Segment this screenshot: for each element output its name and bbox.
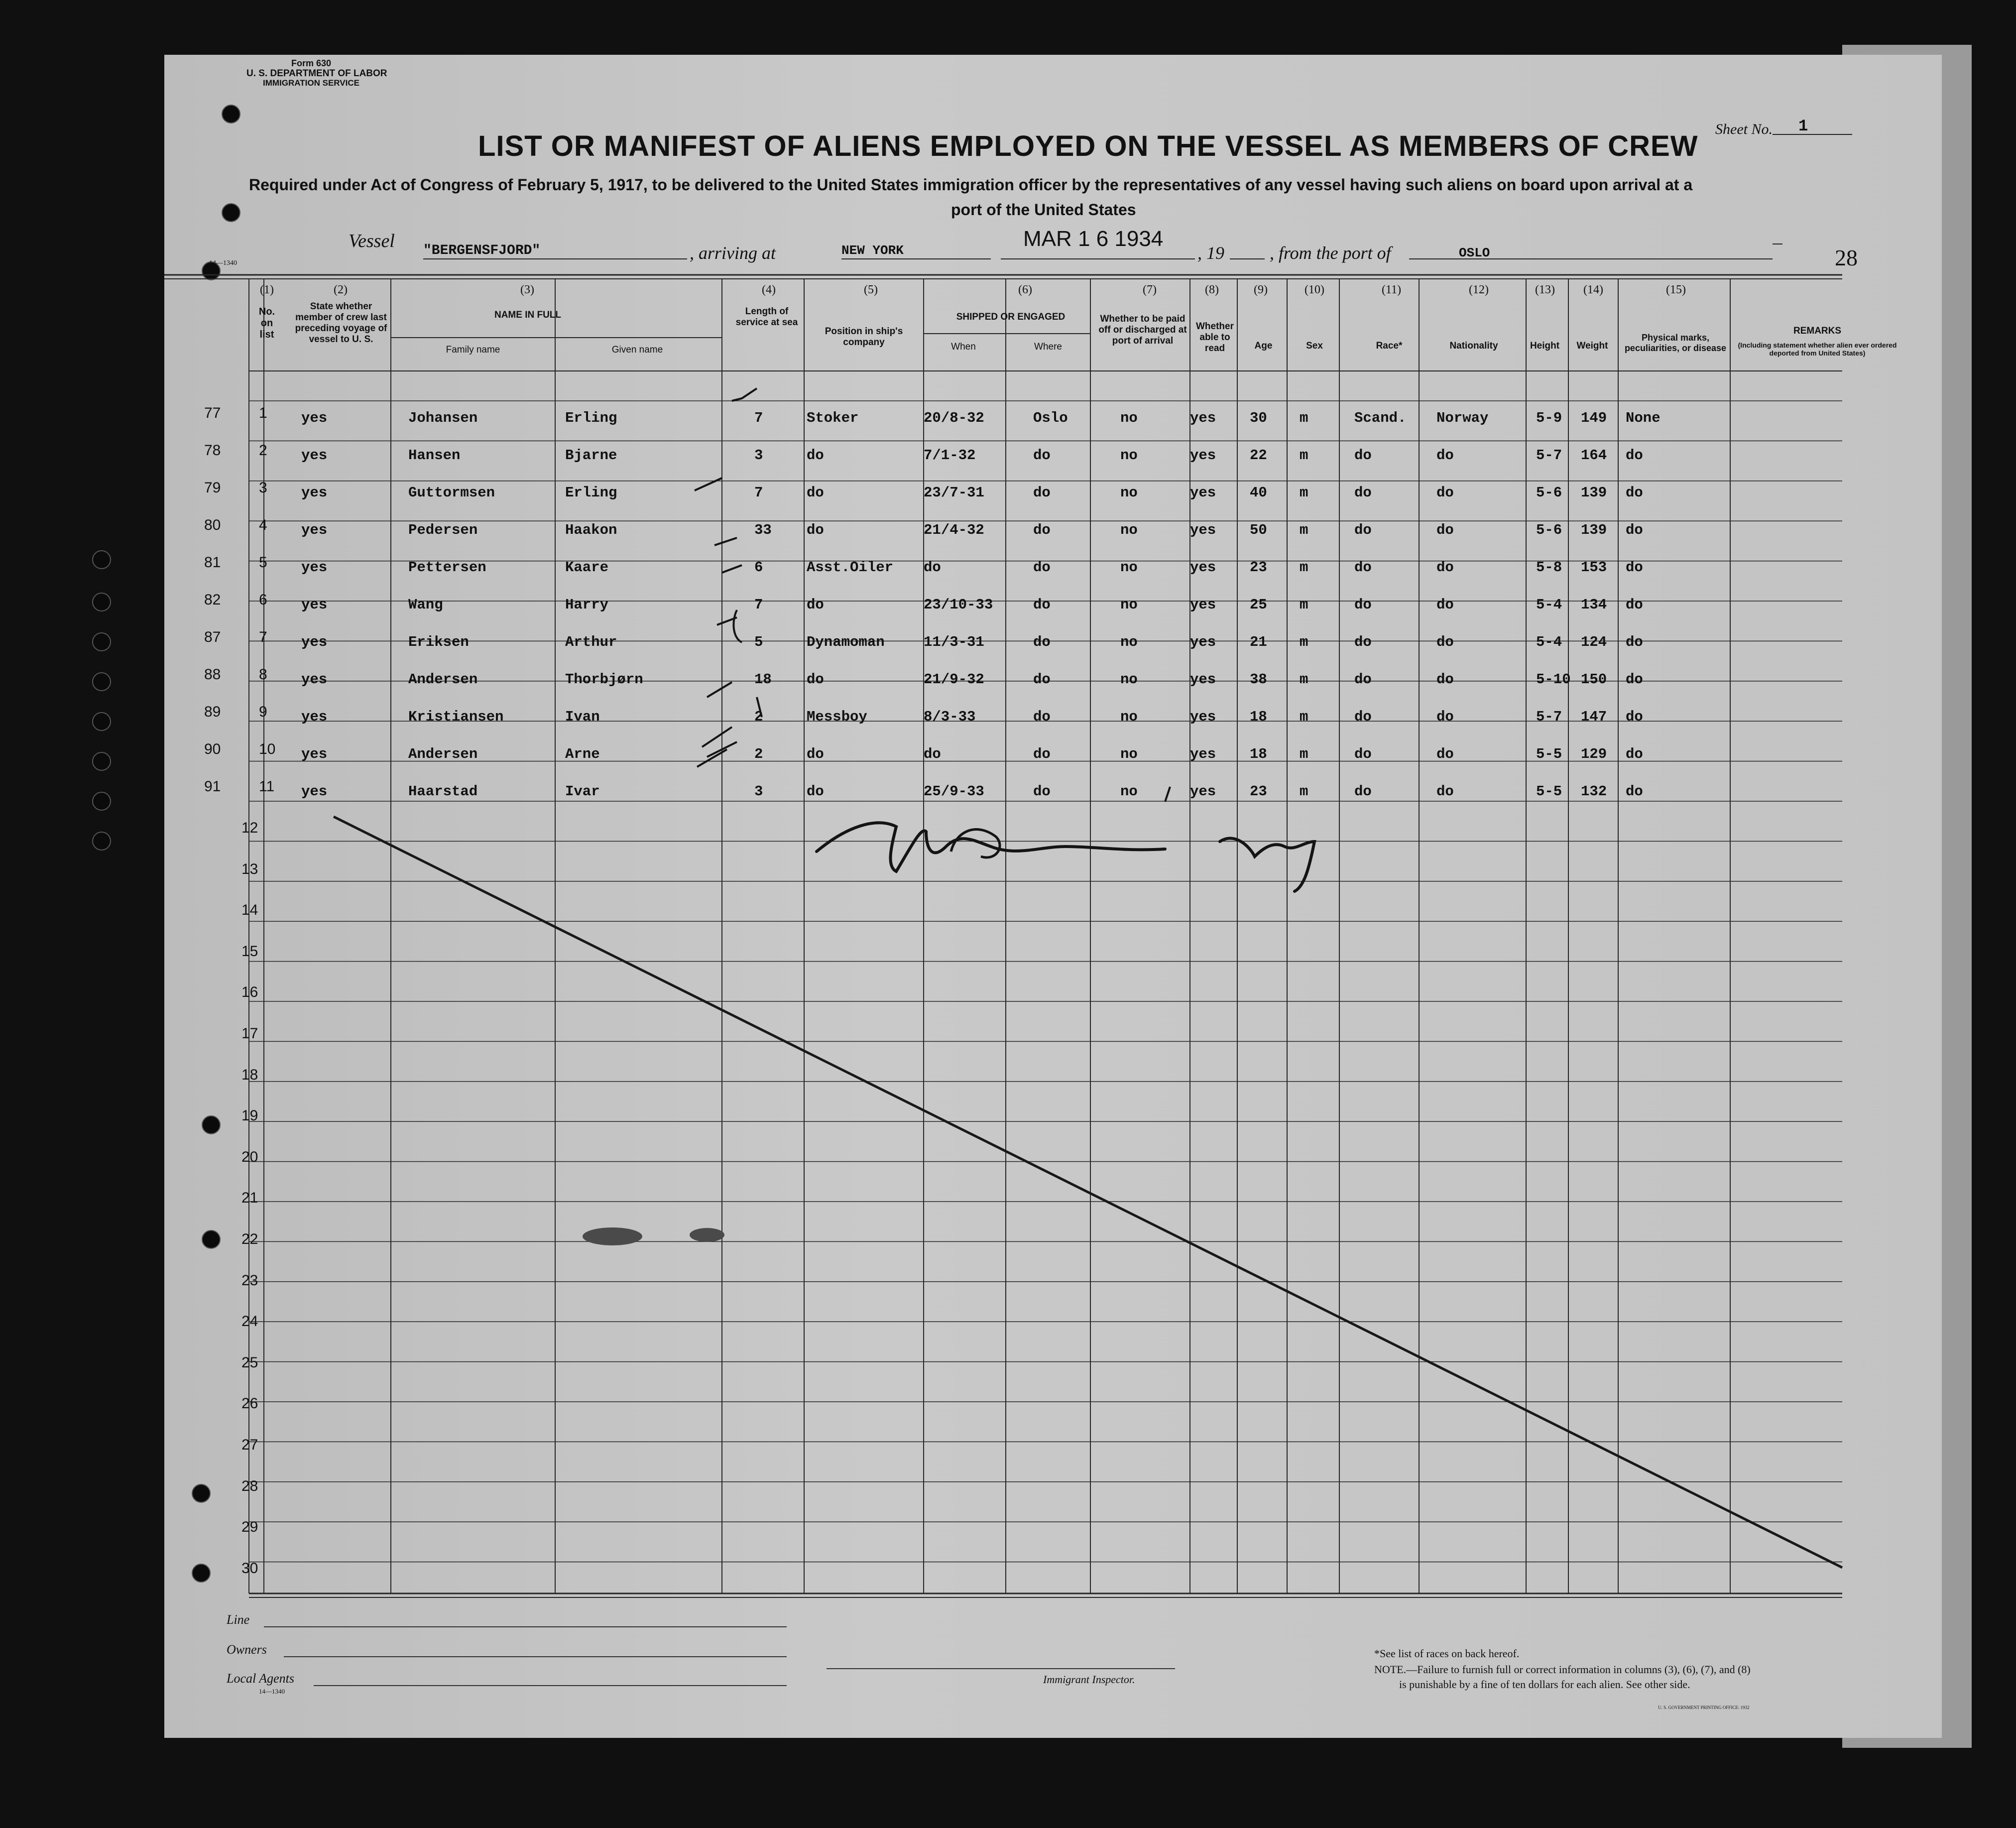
cell-read: yes: [1190, 485, 1216, 501]
cell-paid_off: no: [1120, 709, 1138, 725]
cell-read: yes: [1190, 671, 1216, 688]
cell-paid_off: no: [1120, 559, 1138, 576]
col-num-2: (2): [334, 283, 348, 296]
cell-position: do: [807, 522, 824, 538]
cell-weight: 150: [1581, 671, 1607, 688]
cell-no: 1: [259, 405, 267, 421]
cell-nationality: do: [1436, 559, 1454, 576]
col-header-when: When: [951, 342, 976, 352]
cell-nationality: Norway: [1436, 410, 1489, 426]
col-num-1: (1): [260, 283, 274, 296]
cell-paid_off: no: [1120, 671, 1138, 688]
cell-given: Bjarne: [565, 447, 617, 464]
cell-weight: 132: [1581, 783, 1607, 800]
cell-marks: do: [1626, 671, 1643, 688]
cell-sex: m: [1300, 485, 1308, 501]
cell-service: 2: [754, 709, 763, 725]
cell-service: 18: [754, 671, 772, 688]
cell-where: do: [1033, 783, 1051, 800]
cell-no: 11: [259, 778, 275, 795]
cell-when: do: [924, 746, 941, 762]
cell-weight: 164: [1581, 447, 1607, 464]
cell-sex: m: [1300, 709, 1308, 725]
row-number: 16: [241, 984, 258, 1001]
cell-age: 21: [1250, 634, 1267, 650]
cell-position: Asst.Oiler: [807, 559, 894, 576]
cell-no: 8: [259, 666, 267, 683]
col-num-6: (6): [1018, 283, 1032, 296]
cell-sex: m: [1300, 522, 1308, 538]
col-header-paid-off: Whether to be paid off or discharged at port of arrival: [1098, 314, 1187, 346]
form-department: U. S. DEPARTMENT OF LABOR: [246, 68, 387, 79]
col-header-name-in-full: NAME IN FULL: [494, 310, 562, 320]
cell-nationality: do: [1436, 746, 1454, 762]
cell-sex: m: [1300, 410, 1308, 426]
cell-stamp: 87: [204, 629, 221, 645]
cell-race: do: [1354, 522, 1372, 538]
cell-position: do: [807, 746, 824, 762]
cell-age: 30: [1250, 410, 1267, 426]
cell-height: 5-4: [1536, 597, 1562, 613]
note-line2: is punishable by a fine of ten dollars for each alien. See other side.: [1399, 1678, 1690, 1691]
row-number: 25: [241, 1354, 258, 1371]
page-number: 28: [1835, 245, 1858, 270]
cell-where: do: [1033, 671, 1051, 688]
col-header-where: Where: [1034, 342, 1062, 352]
cell-read: yes: [1190, 447, 1216, 464]
cell-family: Pettersen: [408, 559, 486, 576]
manifest-title: LIST OR MANIFEST OF ALIENS EMPLOYED ON THE VESSEL AS MEMBERS OF CREW: [478, 130, 1698, 162]
row-number: 13: [241, 860, 258, 877]
cell-prev: yes: [301, 522, 328, 538]
col-header-sex: Sex: [1306, 341, 1323, 351]
row-number: 12: [241, 820, 258, 836]
line-underline: [264, 1626, 787, 1627]
cell-prev: yes: [301, 559, 328, 576]
cell-when: 8/3-33: [924, 709, 976, 725]
cell-prev: yes: [301, 485, 328, 501]
col-num-14: (14): [1583, 283, 1603, 296]
cell-race: do: [1354, 709, 1372, 725]
cell-age: 23: [1250, 559, 1267, 576]
cell-family: Guttormsen: [408, 485, 495, 501]
cell-weight: 134: [1581, 597, 1607, 613]
cell-sex: m: [1300, 671, 1308, 688]
cell-paid_off: no: [1120, 634, 1138, 650]
cell-service: 3: [754, 783, 763, 800]
cell-family: Johansen: [408, 410, 478, 426]
cell-service: 6: [754, 559, 763, 576]
cell-position: do: [807, 447, 824, 464]
col-num-12: (12): [1469, 283, 1489, 296]
cell-marks: do: [1626, 709, 1643, 725]
cell-no: 9: [259, 704, 267, 720]
cell-prev: yes: [301, 746, 328, 762]
col-header-nationality: Nationality: [1449, 341, 1498, 351]
cell-height: 5-4: [1536, 634, 1562, 650]
cell-race: do: [1354, 746, 1372, 762]
cell-no: 2: [259, 442, 267, 459]
cell-nationality: do: [1436, 522, 1454, 538]
cell-race: do: [1354, 485, 1372, 501]
cell-marks: do: [1626, 559, 1643, 576]
cell-no: 5: [259, 554, 267, 571]
cell-position: do: [807, 597, 824, 613]
cell-marks: do: [1626, 634, 1643, 650]
cell-age: 40: [1250, 485, 1267, 501]
cell-race: do: [1354, 597, 1372, 613]
manifest-subtitle-line1: Required under Act of Congress of February 5, 1917, to be delivered to the United States immigration officer by the representatives of any vessel having such aliens on board upon arrival at a: [249, 176, 1693, 194]
row-number: 14: [241, 902, 258, 919]
cell-given: Harry: [565, 597, 609, 613]
cell-stamp: 79: [204, 480, 221, 496]
col-num-3: (3): [520, 283, 534, 296]
cell-weight: 139: [1581, 485, 1607, 501]
cell-prev: yes: [301, 447, 328, 464]
sheet-label: Sheet No.: [1715, 121, 1773, 137]
cell-where: do: [1033, 522, 1051, 538]
row-number: 19: [241, 1107, 258, 1124]
cell-prev: yes: [301, 634, 328, 650]
cell-when: 7/1-32: [924, 447, 976, 464]
cell-race: do: [1354, 634, 1372, 650]
from-port-label: , from the port of: [1270, 243, 1391, 263]
cell-age: 18: [1250, 746, 1267, 762]
line-label: Line: [227, 1612, 250, 1627]
col-num-8: (8): [1205, 283, 1219, 296]
cell-no: 6: [259, 592, 267, 608]
cell-weight: 153: [1581, 559, 1607, 576]
cell-given: Kaare: [565, 559, 609, 576]
cell-age: 22: [1250, 447, 1267, 464]
cell-no: 3: [259, 480, 267, 496]
owners-label: Owners: [227, 1642, 267, 1657]
cell-age: 23: [1250, 783, 1267, 800]
row-number: 20: [241, 1148, 258, 1165]
cell-paid_off: no: [1120, 447, 1138, 464]
cell-position: do: [807, 783, 824, 800]
cell-given: Arne: [565, 746, 600, 762]
col-num-9: (9): [1254, 283, 1268, 296]
cell-age: 38: [1250, 671, 1267, 688]
cell-service: 3: [754, 447, 763, 464]
cell-stamp: 90: [204, 741, 221, 757]
inspector-underline: [827, 1668, 1175, 1669]
form-number: Form 630: [291, 58, 332, 68]
owners-underline: [284, 1656, 787, 1657]
cell-position: Dynamoman: [807, 634, 885, 650]
cell-sex: m: [1300, 559, 1308, 576]
cell-family: Wang: [408, 597, 443, 613]
row-number: 18: [241, 1066, 258, 1083]
cell-given: Thorbjørn: [565, 671, 643, 688]
cell-race: do: [1354, 447, 1372, 464]
cell-no: 10: [259, 741, 276, 757]
cell-weight: 129: [1581, 746, 1607, 762]
form-service: IMMIGRATION SERVICE: [263, 78, 359, 88]
row-number: 28: [241, 1477, 258, 1494]
cell-nationality: do: [1436, 709, 1454, 725]
cell-nationality: do: [1436, 597, 1454, 613]
col-num-4: (4): [762, 283, 776, 296]
cell-family: Andersen: [408, 671, 478, 688]
cell-family: Pedersen: [408, 522, 478, 538]
cell-position: Stoker: [807, 410, 859, 426]
cell-nationality: do: [1436, 783, 1454, 800]
row-number: 24: [241, 1313, 258, 1330]
cell-service: 7: [754, 597, 763, 613]
cell-nationality: do: [1436, 447, 1454, 464]
cell-where: do: [1033, 447, 1051, 464]
col-header-prev-voyage: State whether member of crew last preceding voyage of vessel to U. S.: [295, 301, 387, 345]
cell-where: do: [1033, 597, 1051, 613]
cell-where: do: [1033, 485, 1051, 501]
cell-when: 23/10-33: [924, 597, 993, 613]
printer-mark: U. S. GOVERNMENT PRINTING OFFICE: 1932: [1658, 1705, 1750, 1710]
vessel-name: "BERGENSFJORD": [423, 243, 541, 258]
cell-marks: None: [1626, 410, 1660, 426]
cell-race: do: [1354, 671, 1372, 688]
cancellation-line: [334, 817, 1842, 1568]
cell-marks: do: [1626, 447, 1643, 464]
cell-age: 25: [1250, 597, 1267, 613]
col-header-physical-marks: Physical marks, peculiarities, or disease: [1624, 333, 1727, 353]
note-line1: NOTE.—Failure to furnish full or correct information in columns (3), (6), (7), and (8): [1374, 1663, 1751, 1676]
cell-age: 50: [1250, 522, 1267, 538]
col-header-able-to-read: Whether able to read: [1196, 321, 1234, 354]
cell-stamp: 81: [204, 554, 221, 571]
cell-stamp: 82: [204, 592, 221, 608]
cell-prev: yes: [301, 709, 328, 725]
cell-prev: yes: [301, 410, 328, 426]
cell-height: 5-5: [1536, 783, 1562, 800]
cell-height: 5-5: [1536, 746, 1562, 762]
cell-service: 7: [754, 410, 763, 426]
cell-sex: m: [1300, 597, 1308, 613]
cell-when: 25/9-33: [924, 783, 984, 800]
arrival-date-stamp: MAR 1 6 1934: [1023, 227, 1164, 251]
cell-marks: do: [1626, 597, 1643, 613]
cell-stamp: 77: [204, 405, 221, 421]
cell-when: 11/3-31: [924, 634, 984, 650]
cell-position: do: [807, 485, 824, 501]
cell-age: 18: [1250, 709, 1267, 725]
col-header-remarks-note: (Including statement whether alien ever ordered deported from United States): [1738, 341, 1897, 358]
immigrant-inspector-label: Immigrant Inspector.: [1043, 1673, 1135, 1686]
cell-read: yes: [1190, 746, 1216, 762]
cell-given: Ivan: [565, 709, 600, 725]
row-number: 30: [241, 1560, 258, 1577]
cell-nationality: do: [1436, 485, 1454, 501]
col-header-given-name: Given name: [611, 345, 663, 355]
from-port: OSLO: [1459, 245, 1490, 260]
cell-family: Haarstad: [408, 783, 478, 800]
row-number: 27: [241, 1437, 258, 1453]
cell-height: 5-7: [1536, 447, 1562, 464]
row-number: 17: [241, 1025, 258, 1042]
cell-stamp: 80: [204, 517, 221, 533]
cell-given: Erling: [565, 410, 617, 426]
col-num-7: (7): [1143, 283, 1157, 296]
local-agents-label: Local Agents: [227, 1671, 295, 1686]
cell-height: 5-10: [1536, 671, 1571, 688]
col-header-length-of-service: Length of service at sea: [735, 306, 798, 328]
cell-nationality: do: [1436, 671, 1454, 688]
col-header-age: Age: [1254, 341, 1273, 351]
cell-sex: m: [1300, 746, 1308, 762]
races-note: *See list of races on back hereof.: [1374, 1647, 1520, 1660]
cell-when: do: [924, 559, 941, 576]
cell-read: yes: [1190, 709, 1216, 725]
cell-given: Ivar: [565, 783, 600, 800]
cell-race: do: [1354, 559, 1372, 576]
cell-family: Eriksen: [408, 634, 469, 650]
row-number: 29: [241, 1519, 258, 1536]
manifest-subtitle-line2: port of the United States: [951, 201, 1136, 219]
cell-height: 5-6: [1536, 522, 1562, 538]
cell-paid_off: no: [1120, 485, 1138, 501]
cell-read: yes: [1190, 522, 1216, 538]
cell-stamp: 88: [204, 666, 221, 683]
cell-when: 21/9-32: [924, 671, 984, 688]
col-num-13: (13): [1535, 283, 1555, 296]
col-header-shipped-or-engaged: SHIPPED OR ENGAGED: [956, 312, 1066, 322]
cell-height: 5-7: [1536, 709, 1562, 725]
cell-weight: 149: [1581, 410, 1607, 426]
row-number: 15: [241, 943, 258, 960]
cell-family: Kristiansen: [408, 709, 504, 725]
cell-position: do: [807, 671, 824, 688]
cell-nationality: do: [1436, 634, 1454, 650]
col-header-family-name: Family name: [446, 345, 500, 355]
cell-read: yes: [1190, 783, 1216, 800]
cell-position: Messboy: [807, 709, 867, 725]
cell-height: 5-8: [1536, 559, 1562, 576]
cell-no: 4: [259, 517, 267, 533]
col-header-position: Position in ship's company: [825, 326, 903, 348]
cell-race: Scand.: [1354, 410, 1407, 426]
row-number: 21: [241, 1190, 258, 1207]
cell-where: do: [1033, 559, 1051, 576]
cell-service: 2: [754, 746, 763, 762]
row-number: 26: [241, 1395, 258, 1412]
cell-family: Andersen: [408, 746, 478, 762]
year-label: , 19: [1197, 243, 1224, 263]
vessel-label: Vessel: [349, 231, 395, 251]
cell-given: Erling: [565, 485, 617, 501]
cell-stamp: 91: [204, 778, 221, 795]
cell-sex: m: [1300, 634, 1308, 650]
form-code-bottom: 14—1340: [259, 1688, 285, 1695]
cell-stamp: 78: [204, 442, 221, 459]
col-header-remarks: REMARKS: [1793, 326, 1842, 336]
cell-marks: do: [1626, 783, 1643, 800]
cell-read: yes: [1190, 559, 1216, 576]
cell-where: do: [1033, 634, 1051, 650]
col-header-weight: Weight: [1576, 341, 1608, 351]
cell-prev: yes: [301, 671, 328, 688]
row-number: 23: [241, 1272, 258, 1289]
col-num-5: (5): [864, 283, 878, 296]
col-num-10: (10): [1304, 283, 1324, 296]
cell-height: 5-9: [1536, 410, 1562, 426]
cell-sex: m: [1300, 783, 1308, 800]
cell-stamp: 89: [204, 704, 221, 720]
cell-no: 7: [259, 629, 267, 645]
cell-family: Hansen: [408, 447, 461, 464]
cell-paid_off: no: [1120, 746, 1138, 762]
cell-given: Haakon: [565, 522, 617, 538]
cell-prev: yes: [301, 783, 328, 800]
form-code-top: 14—1340: [209, 259, 237, 267]
cell-read: yes: [1190, 597, 1216, 613]
cell-service: 33: [754, 522, 772, 538]
col-num-15: (15): [1666, 283, 1686, 296]
agents-underline: [314, 1685, 787, 1686]
cell-where: do: [1033, 746, 1051, 762]
cell-read: yes: [1190, 634, 1216, 650]
row-number: 22: [241, 1231, 258, 1247]
cell-when: 21/4-32: [924, 522, 984, 538]
cell-prev: yes: [301, 597, 328, 613]
cell-marks: do: [1626, 485, 1643, 501]
col-num-11: (11): [1382, 283, 1402, 296]
cell-height: 5-6: [1536, 485, 1562, 501]
cell-read: yes: [1190, 410, 1216, 426]
cell-paid_off: no: [1120, 783, 1138, 800]
cell-given: Arthur: [565, 634, 617, 650]
col-header-height: Height: [1530, 341, 1560, 351]
cell-weight: 124: [1581, 634, 1607, 650]
cell-paid_off: no: [1120, 522, 1138, 538]
cell-race: do: [1354, 783, 1372, 800]
cell-marks: do: [1626, 746, 1643, 762]
cell-paid_off: no: [1120, 410, 1138, 426]
sheet-number: 1: [1798, 117, 1808, 135]
col-header-race: Race*: [1376, 341, 1403, 351]
cell-when: 20/8-32: [924, 410, 984, 426]
cell-service: 7: [754, 485, 763, 501]
cell-marks: do: [1626, 522, 1643, 538]
cell-weight: 147: [1581, 709, 1607, 725]
cell-when: 23/7-31: [924, 485, 984, 501]
cell-paid_off: no: [1120, 597, 1138, 613]
cell-where: Oslo: [1033, 410, 1068, 426]
col-header-no-on-list: No. on list: [258, 306, 275, 340]
cell-service: 5: [754, 634, 763, 650]
arriving-port: NEW YORK: [841, 243, 904, 258]
cell-sex: m: [1300, 447, 1308, 464]
arriving-label: , arriving at: [690, 243, 776, 263]
cell-where: do: [1033, 709, 1051, 725]
cell-weight: 139: [1581, 522, 1607, 538]
